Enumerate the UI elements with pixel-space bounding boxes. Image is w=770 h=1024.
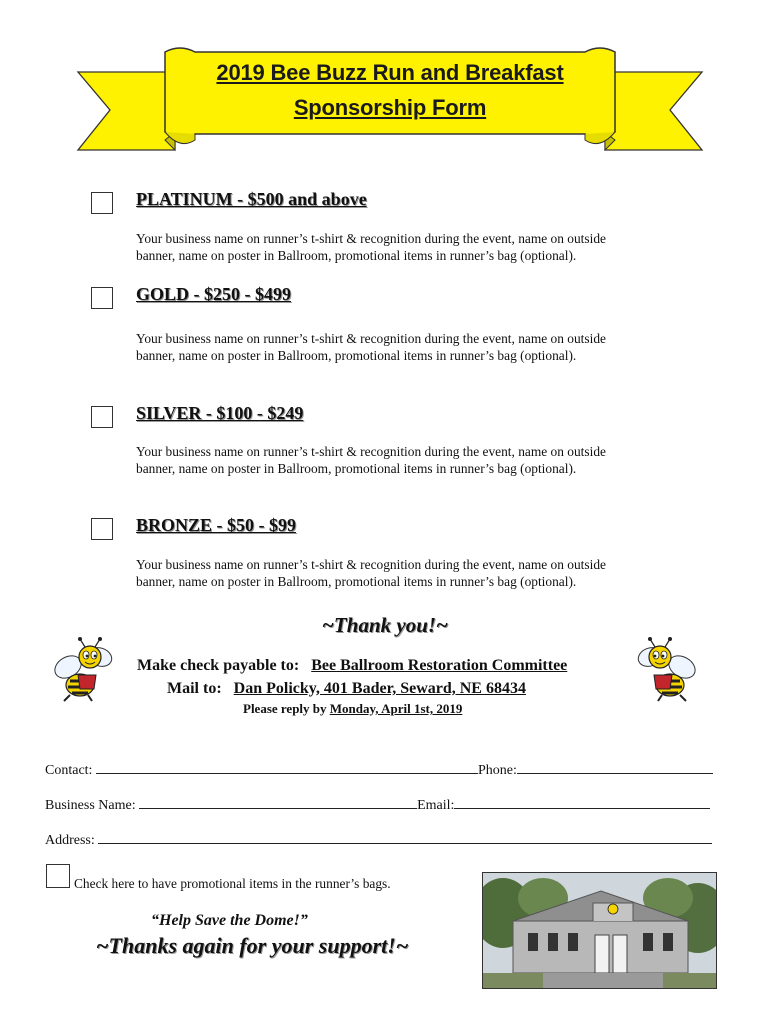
- bronze-checkbox[interactable]: [91, 518, 113, 540]
- address-label: Address:: [45, 833, 95, 848]
- address-field[interactable]: [98, 830, 712, 844]
- building-photo: [482, 872, 717, 989]
- contact-field[interactable]: [96, 760, 478, 774]
- promo-checkbox[interactable]: [46, 864, 70, 888]
- bee-icon: [628, 637, 700, 709]
- tier-desc-gold-1: Your business name on runner’s t-shirt & recognition during the event, name on outside: [136, 331, 606, 346]
- thank-you-heading: ~Thank you!~: [321, 613, 449, 637]
- tier-desc-silver-1: Your business name on runner’s t-shirt & recognition during the event, name on outside: [136, 444, 606, 459]
- tier-title-bronze: BRONZE - $50 - $99: [136, 515, 297, 535]
- mail-to-line: [167, 680, 526, 698]
- help-save-dome: “Help Save the Dome!”: [151, 912, 308, 929]
- thanks-again-heading: ~Thanks again for your support!~: [96, 933, 409, 958]
- tier-desc-bronze-1: Your business name on runner’s t-shirt & recognition during the event, name on outside: [136, 557, 606, 572]
- tier-desc-platinum-2: banner, name on poster in Ballroom, promotional items in runner’s bag (optional).: [136, 248, 577, 263]
- silver-checkbox[interactable]: [91, 406, 113, 428]
- banner-title-line2: Sponsorship Form: [293, 95, 487, 120]
- check-payable-label: Make check payable to:: [137, 657, 300, 674]
- reply-by-label: Please reply by: [243, 701, 327, 716]
- reply-by-line: [243, 701, 462, 717]
- platinum-checkbox[interactable]: [91, 192, 113, 214]
- business-name-field[interactable]: [139, 795, 417, 809]
- tier-title-platinum: PLATINUM - $500 and above: [136, 189, 367, 209]
- check-payable-value: Bee Ballroom Restoration Committee: [311, 657, 568, 674]
- business-name-label: Business Name:: [45, 798, 136, 813]
- check-payable-line: [137, 657, 567, 675]
- business-row: [45, 795, 710, 814]
- promo-checkbox-label: Check here to have promotional items in the runner’s bags.: [74, 876, 391, 891]
- phone-label: Phone:: [477, 763, 517, 778]
- tier-title-gold: GOLD - $250 - $499: [136, 284, 291, 304]
- address-row: [45, 830, 712, 849]
- phone-field[interactable]: [517, 760, 713, 774]
- banner-title-line1: 2019 Bee Buzz Run and Breakfast: [216, 60, 564, 85]
- mail-to-label: Mail to:: [167, 680, 222, 697]
- tier-desc-gold-2: banner, name on poster in Ballroom, promotional items in runner’s bag (optional).: [136, 348, 577, 363]
- reply-by-value: Monday, April 1st, 2019: [329, 701, 463, 716]
- contact-row: [45, 760, 713, 779]
- tier-desc-platinum-1: Your business name on runner’s t-shirt & recognition during the event, name on outside: [136, 231, 606, 246]
- email-label: Email:: [417, 798, 455, 813]
- gold-checkbox[interactable]: [91, 287, 113, 309]
- tier-title-silver: SILVER - $100 - $249: [136, 403, 304, 423]
- contact-label: Contact:: [45, 763, 93, 778]
- tier-desc-silver-2: banner, name on poster in Ballroom, promotional items in runner’s bag (optional).: [136, 461, 577, 476]
- tier-desc-bronze-2: banner, name on poster in Ballroom, promotional items in runner’s bag (optional).: [136, 574, 577, 589]
- mail-to-value: Dan Policky, 401 Bader, Seward, NE 68434: [233, 680, 526, 697]
- bee-icon: [50, 637, 122, 709]
- email-field[interactable]: [454, 795, 710, 809]
